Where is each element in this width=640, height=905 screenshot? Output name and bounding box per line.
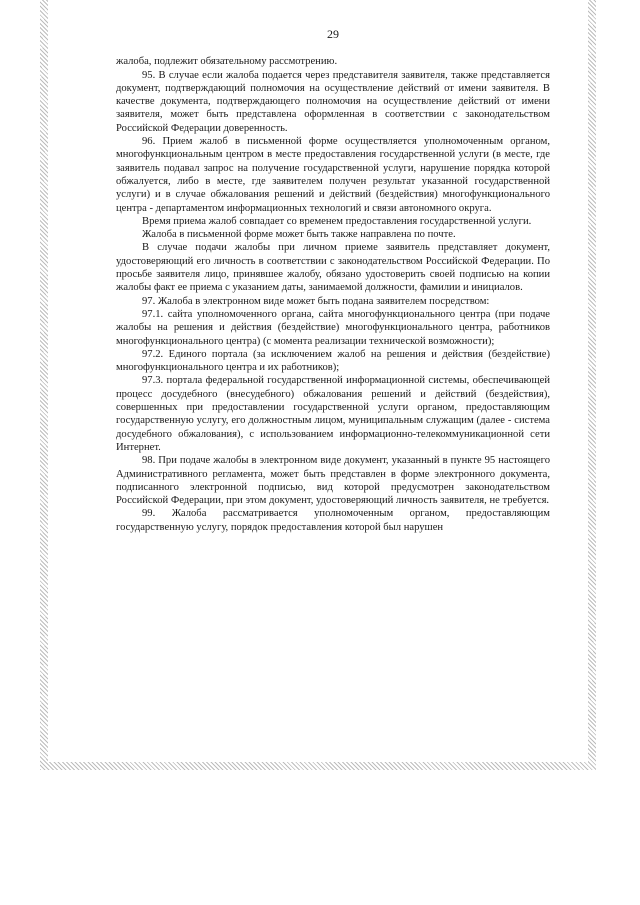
paragraph-97-2: 97.2. Единого портала (за исключением жалоб на решения и действия (бездействие) многофункционального центра и их работников);	[116, 348, 550, 374]
paragraph-postal: Жалоба в письменной форме может быть также направлена по почте.	[142, 229, 456, 241]
paragraph-97-1: 97.1. сайта уполномоченного органа, сайта многофункционального центра (при подаче жалобы на решения и действия (бездействие) многофункционального центра, работников многофункционального центра) (с момента реализации технической возможности);	[116, 308, 550, 347]
page-number: 29	[327, 27, 339, 41]
paragraph-personal-reception: В случае подачи жалобы при личном приеме заявитель представляет документ, удостоверяющий его личность в соответствии с законодательством Российской Федерации. По просьбе заявителя лицо, принявшее жалобу, обязано удостоверить своей подписью на копии жалобы факт ее приема с указанием даты, занимаемой должности, фамилии и инициалов.	[116, 242, 550, 294]
paragraph-continuation: жалоба, подлежит обязательному рассмотрению.	[116, 56, 338, 68]
paragraph-98: 98. При подаче жалобы в электронном виде документ, указанный в пункте 95 настоящего Административного регламента, может быть представлен в форме электронного документа, подписанного электронной подписью, вид которой предусмотрен законодательством Российской Федерации, при этом документ, удостоверяющий личность заявителя, не требуется.	[116, 455, 550, 507]
paragraph-95: 95. В случае если жалоба подается через представителя заявителя, также представляется документ, подтверждающий полномочия на осуществление действий от имени заявителя. В качестве документа, подтверждающего полномочия на осуществление действий от имени заявителя, может быть представлена оформленная в соответствии с законодательством Российской Федерации доверенность.	[116, 69, 550, 134]
paragraph-96: 96. Прием жалоб в письменной форме осуществляется уполномоченным органом, многофункциональным центром в месте предоставления государственной услуги (в месте, где заявитель подавал запрос на получение государственной услуги, нарушение порядка которой обжалуется, либо в месте, где заявителем получен результат указанной государственной услуги) и в случае обжалования решений и действий (бездействия) многофункционального центра - департаментом информационных технологий и связи автономного округа.	[116, 136, 550, 214]
paragraph-97-3: 97.3. портала федеральной государственной информационной системы, обеспечивающей процесс досудебного (внесудебного) обжалования решений и действий (бездействия), совершенных при предоставлении государственной услуги органом, предоставляющим государственную услугу, его должностным лицом, муниципальным служащим (далее - система досудебного обжалования), с использованием информационно-телекоммуникационной сети Интернет.	[116, 375, 550, 453]
paragraph-97: 97. Жалоба в электронном виде может быть подана заявителем посредством:	[142, 295, 490, 307]
document-page	[116, 28, 550, 534]
paragraph-reception-time: Время приема жалоб совпадает со временем предоставления государственной услуги.	[142, 215, 532, 227]
paragraph-99: 99. Жалоба рассматривается уполномоченным органом, предоставляющим государственную услугу, порядок предоставления которой был нарушен	[116, 508, 550, 533]
